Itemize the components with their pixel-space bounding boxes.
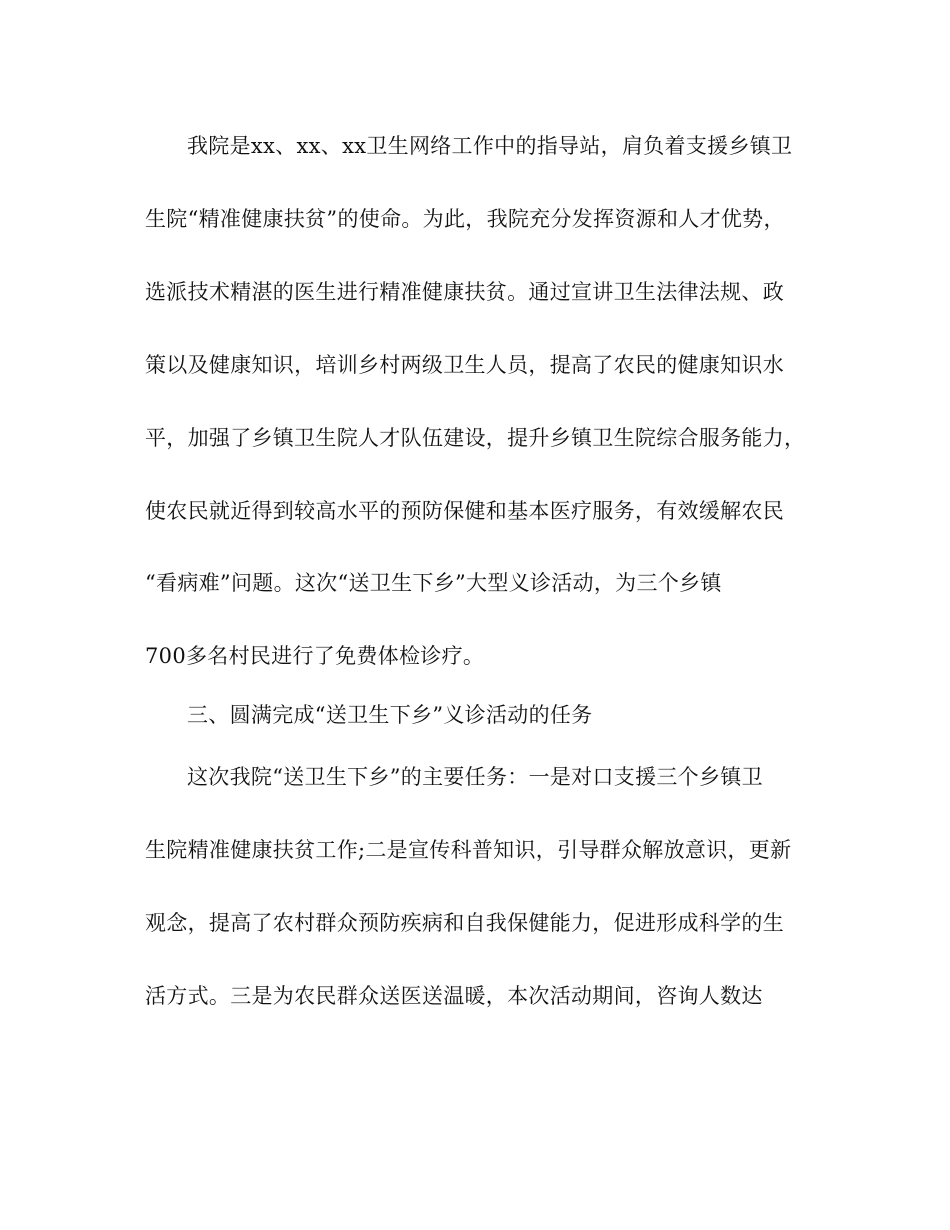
section-heading: 三、圆满完成“送卫生下乡”义诊活动的任务 bbox=[187, 703, 593, 727]
paragraph-2-line-3: 观念，提高了农村群众预防疾病和自我保健能力，促进形成科学的生 bbox=[145, 911, 784, 935]
paragraph-2-line-1: 这次我院“送卫生下乡”的主要任务：一是对口支援三个乡镇卫 bbox=[187, 765, 763, 789]
paragraph-1-line-6: 使农民就近得到较高水平的预防保健和基本医疗服务，有效缓解农民 bbox=[145, 499, 784, 523]
paragraph-2-line-4: 活方式。三是为农民群众送医送温暖，本次活动期间，咨询人数达 bbox=[145, 984, 763, 1008]
paragraph-1-line-7: “看病难”问题。这次“送卫生下乡”大型义诊活动，为三个乡镇 bbox=[145, 571, 722, 595]
paragraph-1-line-4: 策以及健康知识，培训乡村两级卫生人员，提高了农民的健康知识水 bbox=[145, 353, 784, 377]
paragraph-1-line-1: 我院是xx、xx、xx卫生网络工作中的指导站，肩负着支援乡镇卫 bbox=[187, 134, 793, 158]
paragraph-1-line-3: 选派技术精湛的医生进行精准健康扶贫。通过宣讲卫生法律法规、政 bbox=[145, 280, 784, 304]
paragraph-2-line-2: 生院精准健康扶贫工作;二是宣传科普知识，引导群众解放意识，更新 bbox=[145, 838, 792, 862]
paragraph-1-line-5: 平，加强了乡镇卫生院人才队伍建设，提升乡镇卫生院综合服务能力， bbox=[145, 426, 806, 450]
paragraph-1-line-2: 生院“精准健康扶贫”的使命。为此，我院充分发挥资源和人才优势， bbox=[145, 207, 785, 231]
paragraph-1-line-8: 700多名村民进行了免费体检诊疗。 bbox=[145, 644, 485, 668]
